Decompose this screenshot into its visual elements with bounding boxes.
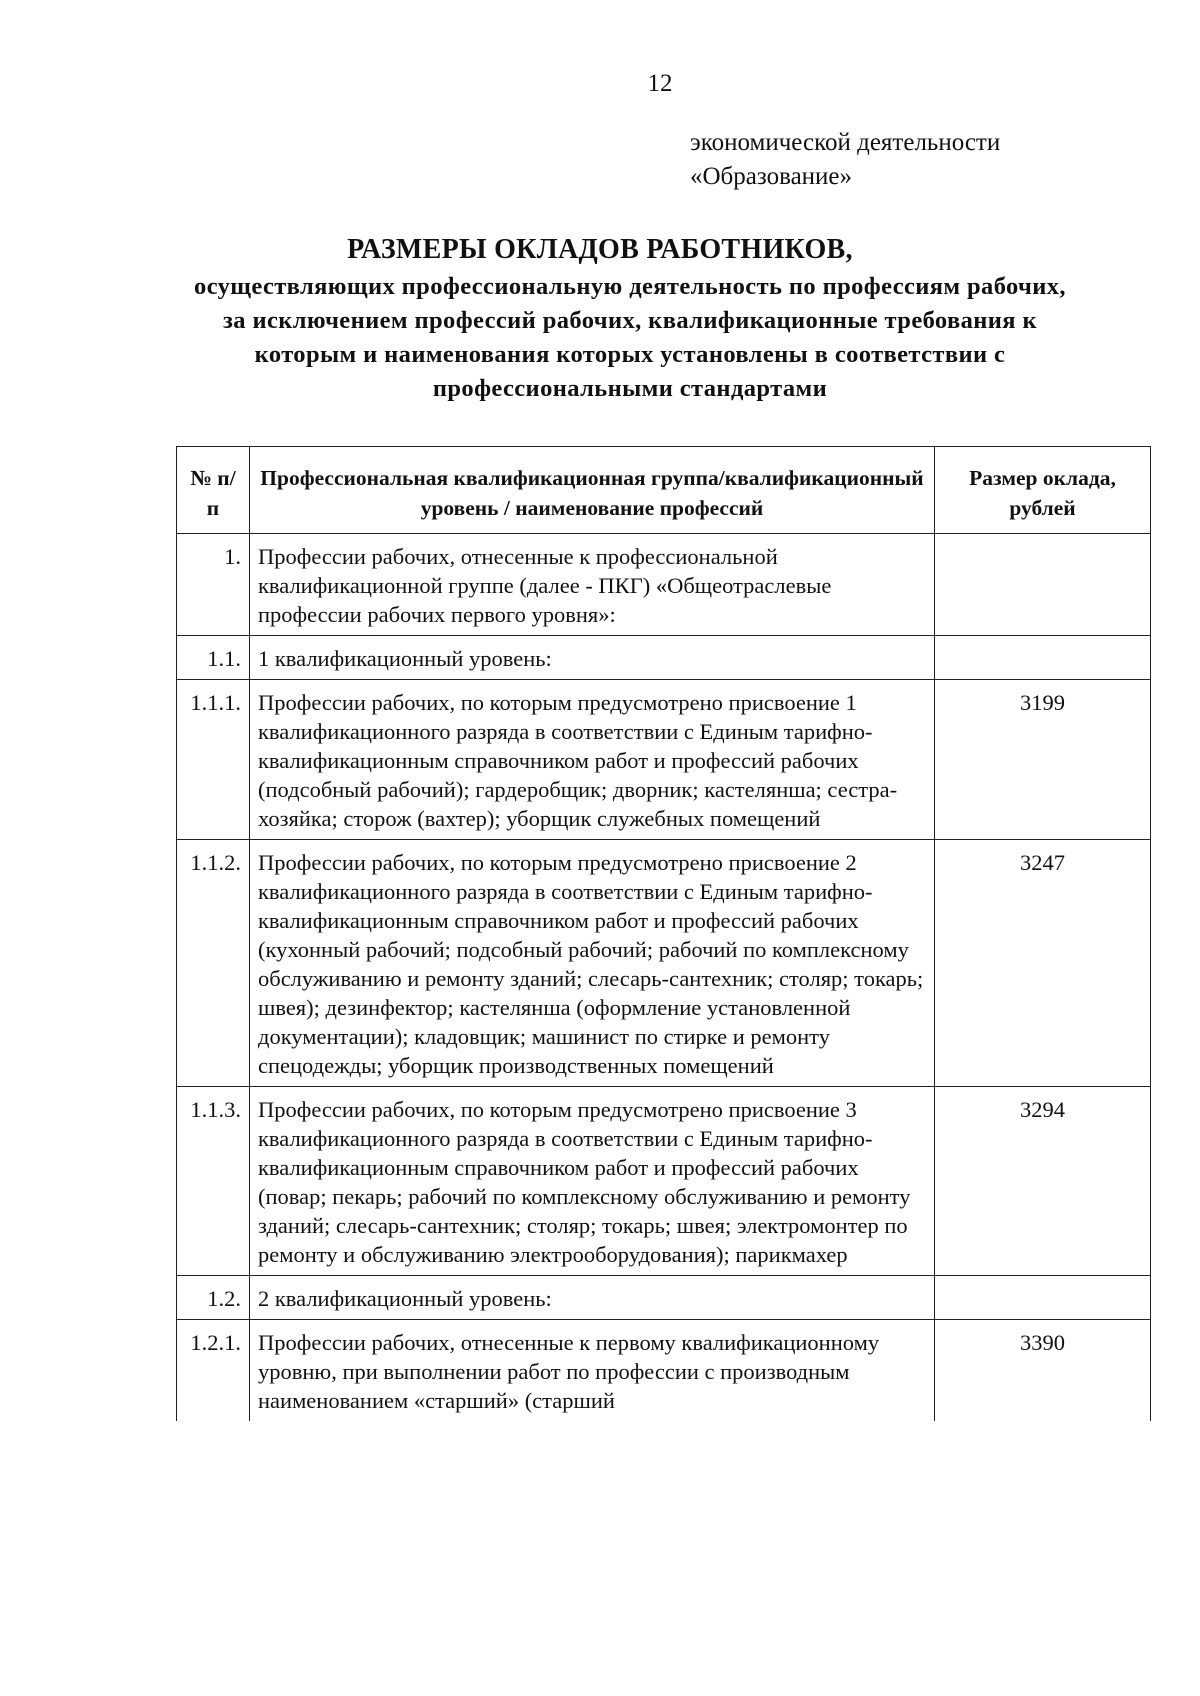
- document-subtitle: осуществляющих профессиональную деятельность по профессиям рабочих, за исключением профессий рабочих, квалификационные требования к которым и наименования которых установлены в соответствии с профессиональными стандартами: [194, 273, 1066, 402]
- page-number: 12: [647, 70, 673, 97]
- row-text: Профессии рабочих, по которым предусмотрено присвоение 1 квалификационного разряда в соответствии с Единым тарифно-квалификационным справочником работ и профессий рабочих (подсобный рабочий); гардеробщик; дворник; кастелянша; сестра-хозяйка; сторож (вахтер); уборщик служебных помещений: [250, 680, 935, 840]
- table-row: [177, 840, 1151, 1087]
- row-number: 1.1.2.: [177, 840, 250, 1087]
- row-text: Профессии рабочих, отнесенные к первому квалификационному уровню, при выполнении работ по профессии с производным наименованием «старший» (старший: [250, 1320, 935, 1422]
- reference-line-1: экономической деятельности: [690, 129, 1001, 156]
- row-salary: 3199: [935, 680, 1151, 840]
- reference-line-2: «Образование»: [690, 163, 853, 190]
- header-salary: Размер оклада, рублей: [935, 447, 1151, 534]
- row-text: 2 квалификационный уровень:: [250, 1276, 935, 1320]
- document-title: РАЗМЕРЫ ОКЛАДОВ РАБОТНИКОВ,: [347, 234, 853, 265]
- document-reference: [690, 126, 1000, 194]
- row-number: 1.: [177, 534, 250, 636]
- table-header-row: [177, 447, 1151, 534]
- row-salary: 3390: [935, 1320, 1151, 1422]
- table-row: [177, 1087, 1151, 1276]
- row-salary: 3247: [935, 840, 1151, 1087]
- table-row: [177, 1320, 1151, 1422]
- row-salary: [935, 1276, 1151, 1320]
- table-row: [177, 534, 1151, 636]
- row-number: 1.2.1.: [177, 1320, 250, 1422]
- row-salary: 3294: [935, 1087, 1151, 1276]
- row-number: 1.2.: [177, 1276, 250, 1320]
- row-text: Профессии рабочих, по которым предусмотрено присвоение 2 квалификационного разряда в соответствии с Единым тарифно-квалификационным справочником работ и профессий рабочих (кухонный рабочий; подсобный рабочий; рабочий по комплексному обслуживанию и ремонту зданий; слесарь-сантехник; столяр; токарь; швея); дезинфектор; кастелянша (оформление установленной документации); кладовщик; машинист по стирке и ремонту спецодежды; уборщик производственных помещений: [250, 840, 935, 1087]
- table-row: [177, 680, 1151, 840]
- salary-table: [176, 446, 1151, 1421]
- header-name: Профессиональная квалификационная группа/квалификационный уровень / наименование профессий: [250, 447, 935, 534]
- row-salary: [935, 636, 1151, 680]
- row-salary: [935, 534, 1151, 636]
- table-row: [177, 1276, 1151, 1320]
- row-text: 1 квалификационный уровень:: [250, 636, 935, 680]
- row-number: 1.1.1.: [177, 680, 250, 840]
- row-text: Профессии рабочих, отнесенные к профессиональной квалификационной группе (далее - ПКГ) «Общеотраслевые профессии рабочих первого уровня»:: [250, 534, 935, 636]
- table-row: [177, 636, 1151, 680]
- row-number: 1.1.3.: [177, 1087, 250, 1276]
- header-number: № п/п: [177, 447, 250, 534]
- row-text: Профессии рабочих, по которым предусмотрено присвоение 3 квалификационного разряда в соответствии с Единым тарифно-квалификационным справочником работ и профессий рабочих (повар; пекарь; рабочий по комплексному обслуживанию и ремонту зданий; слесарь-сантехник; столяр; токарь; швея; электромонтер по ремонту и обслуживанию электрооборудования); парикмахер: [250, 1087, 935, 1276]
- row-number: 1.1.: [177, 636, 250, 680]
